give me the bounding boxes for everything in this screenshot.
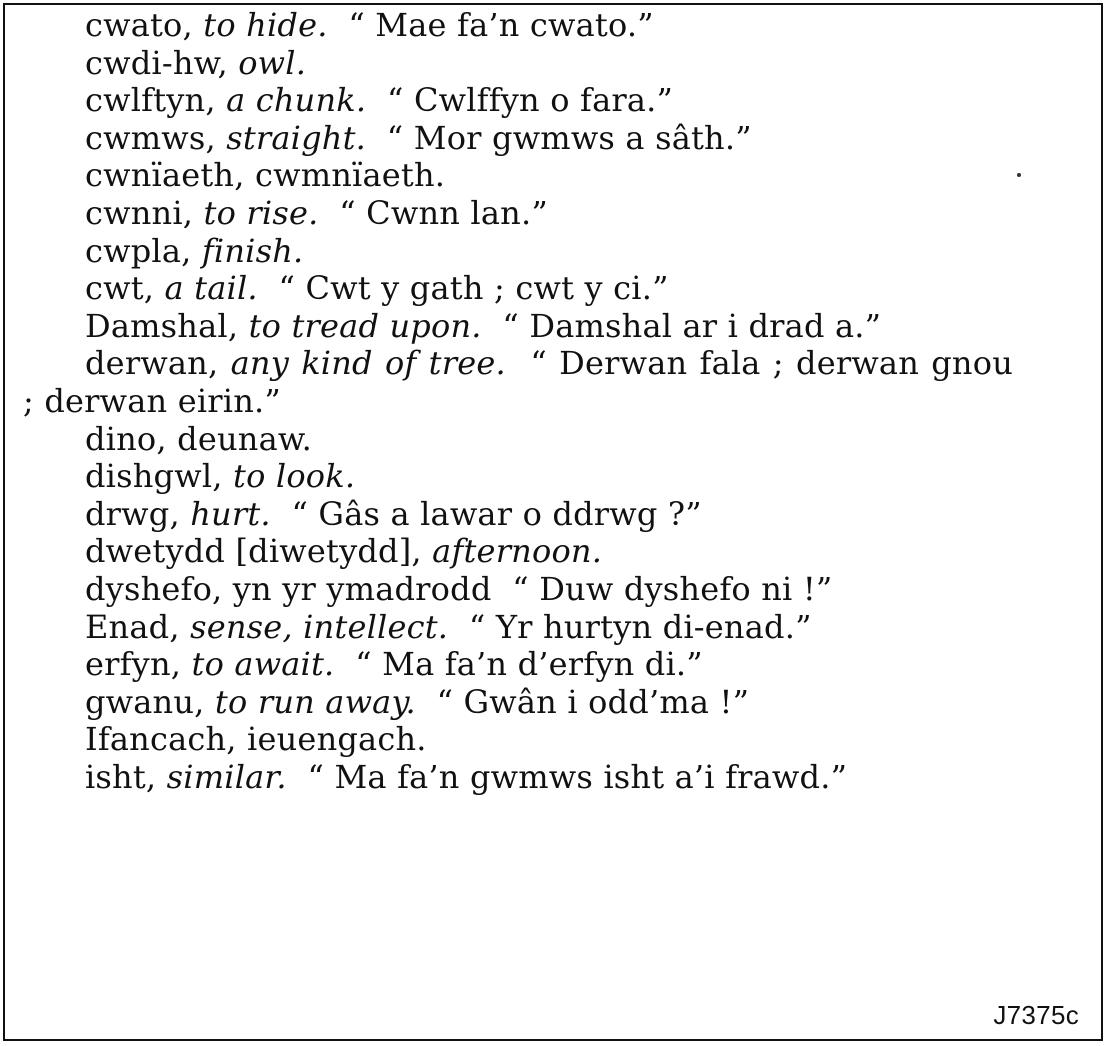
gloss: to await. (191, 645, 335, 684)
example: “ Gwân i odd’ma !” (436, 682, 750, 721)
gloss: to rise. (203, 193, 319, 232)
dictionary-entry (23, 458, 1013, 496)
example: “ Derwan fala ; derwan gnou ; derwan eirin.” (23, 344, 1014, 420)
headword: cwnïaeth, cwmnïaeth. (85, 156, 446, 195)
gloss: straight. (226, 118, 367, 157)
gloss: any kind of tree. (230, 344, 506, 383)
dictionary-entry (23, 45, 1013, 83)
example: “ Duw dyshefo ni !” (512, 569, 833, 608)
headword: cwpla, (85, 231, 192, 270)
headword: cwlftyn, (85, 81, 216, 120)
gloss: sense, intellect. (190, 607, 449, 646)
headword: Ifancach, ieuengach. (85, 720, 427, 759)
headword: cwnni, (85, 193, 194, 232)
dictionary-entry (23, 646, 1013, 684)
example: “ Ma fa’n d’erfyn di.” (355, 645, 703, 684)
dictionary-entry (23, 571, 1013, 609)
example: “ Cwlffyn o fara.” (387, 81, 674, 120)
dictionary-entry (23, 684, 1013, 722)
gloss: a tail. (164, 269, 258, 308)
headword: derwan, (85, 344, 219, 383)
gloss: similar. (166, 757, 287, 796)
example: “ Cwt y gath ; cwt y ci.” (278, 269, 669, 308)
example: “ Mor gwmws a sâth.” (386, 118, 752, 157)
dictionary-entry (23, 345, 1013, 420)
headword: drwg, (85, 494, 180, 533)
gloss: to hide. (203, 6, 328, 44)
page-frame (3, 3, 1103, 1041)
dictionary-entry (23, 496, 1013, 534)
dictionary-entry (23, 195, 1013, 233)
headword: erfyn, (85, 645, 182, 684)
headword: isht, (85, 757, 157, 796)
gloss: owl. (238, 43, 307, 82)
example: “ Cwnn lan.” (339, 193, 548, 232)
headword: gwanu, (85, 682, 205, 721)
headword: dwetydd [diwetydd], (85, 532, 422, 571)
headword: cwmws, (85, 118, 216, 157)
dictionary-text (23, 7, 1013, 796)
dictionary-entry (23, 270, 1013, 308)
headword: dino, deunaw. (85, 419, 313, 458)
gloss: to tread upon. (248, 306, 482, 345)
example: “ Ma fa’n gwmws isht a’i frawd.” (307, 757, 848, 796)
dictionary-entry (23, 233, 1013, 271)
dictionary-entry (23, 609, 1013, 647)
dictionary-entry (23, 421, 1013, 459)
headword: cwdi-hw, (85, 43, 228, 82)
catalog-code: J7375c (993, 1000, 1079, 1030)
headword: dyshefo, yn yr ymadrodd (85, 569, 492, 608)
example: “ Mae fa’n cwato.” (348, 6, 654, 44)
example: “ Yr hurtyn di-enad.” (468, 607, 812, 646)
headword: dishgwl, (85, 457, 223, 496)
dictionary-entry (23, 308, 1013, 346)
example: “ Damshal ar i drad a.” (502, 306, 882, 345)
gloss: to look. (233, 457, 356, 496)
dictionary-entry (23, 7, 1013, 45)
dictionary-entry (23, 157, 1013, 195)
gloss: hurt. (190, 494, 271, 533)
gloss: finish. (201, 231, 304, 270)
dictionary-entry (23, 120, 1013, 158)
headword: Damshal, (85, 306, 239, 345)
gloss: to run away. (214, 682, 416, 721)
gloss: afternoon. (432, 532, 603, 571)
headword: cwato, (85, 6, 193, 44)
example: “ Gâs a lawar o ddrwg ?” (291, 494, 702, 533)
dictionary-entry (23, 533, 1013, 571)
dictionary-entry (23, 759, 1013, 797)
dictionary-entry (23, 721, 1013, 759)
gloss: a chunk. (226, 81, 367, 120)
scan-speck (1017, 173, 1021, 177)
dictionary-entry (23, 82, 1013, 120)
headword: cwt, (85, 269, 155, 308)
headword: Enad, (85, 607, 180, 646)
